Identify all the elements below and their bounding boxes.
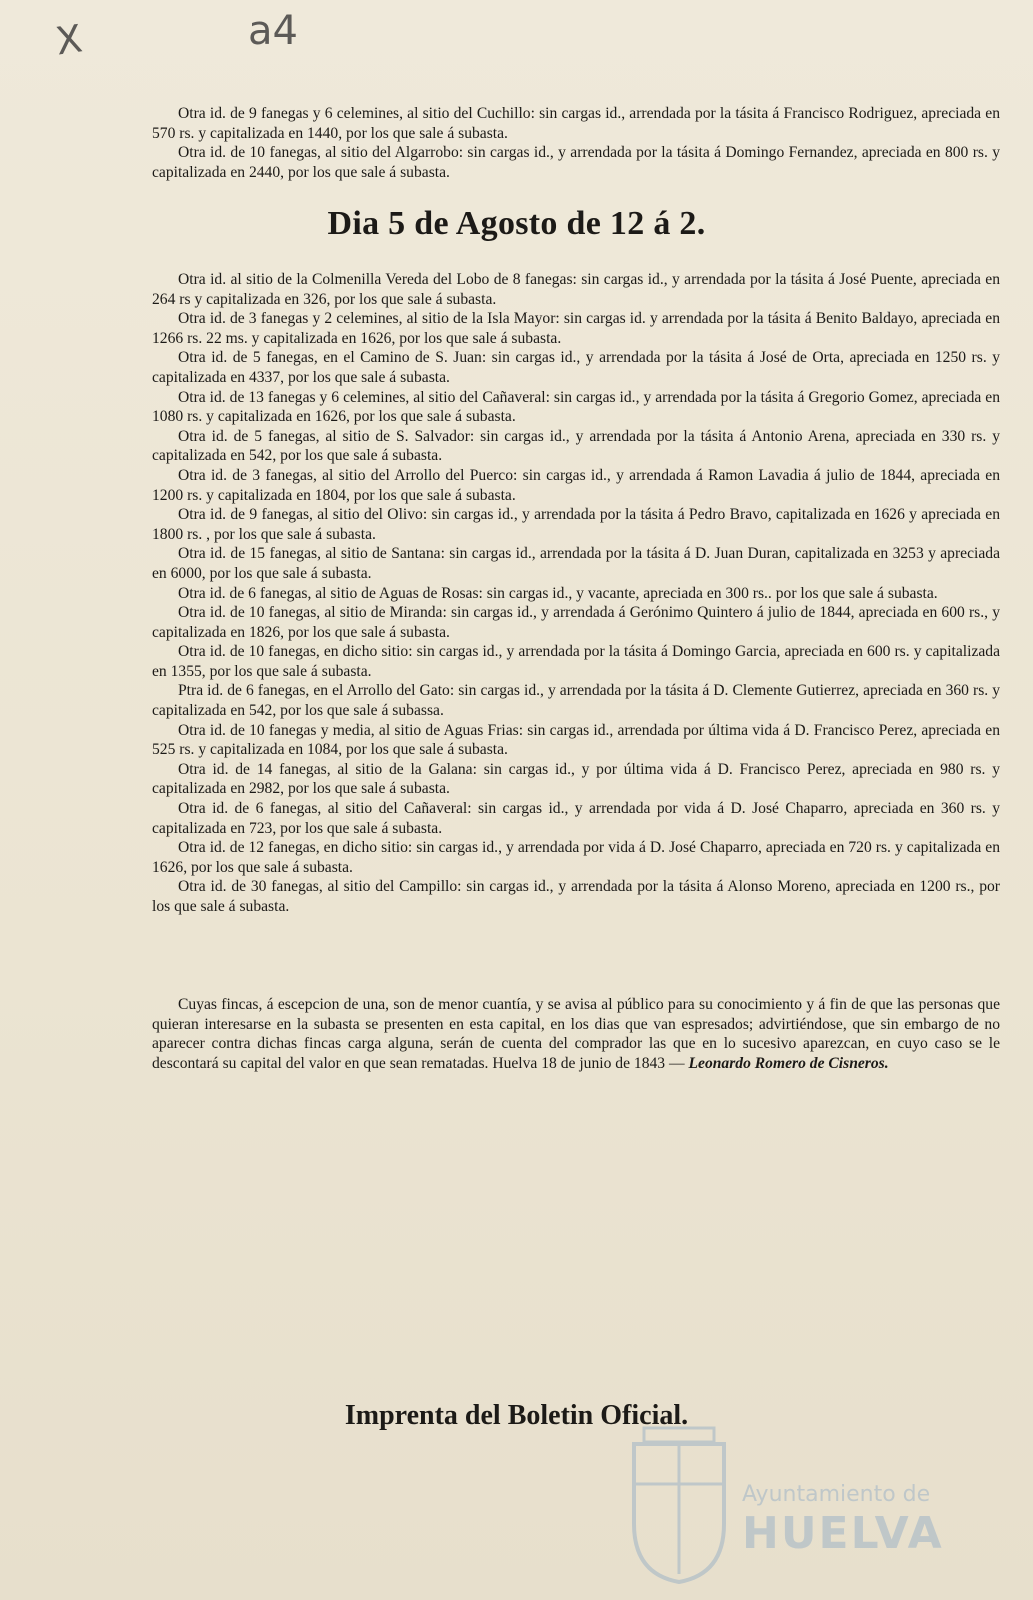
listing-paragraph: Otra id. de 12 fanegas, en dicho sitio: sin cargas id., y arrendada por vida á D. José Chaparro, apreciada en 720 rs. y capitalizada en 1626, por los que sale á subasta. xyxy=(152,839,1000,876)
handwritten-mark-x: X xyxy=(53,16,85,64)
listing-paragraph: Ptra id. de 6 fanegas, en el Arrollo del Gato: sin cargas id., y arrendada por la tásita á D. Clemente Gutierrez, apreciada en 360 rs. y capitalizada en 542, por los que sale á subassa. xyxy=(152,682,1000,720)
listing-paragraph: Otra id. al sitio de la Colmenilla Vereda del Lobo de 8 fanegas: sin cargas id., y arrendada por la tásita á José Puente, apreciada en 264 rs y capitalizada en 326, por los que sale á subasta. xyxy=(152,271,1000,308)
listing-paragraph: Otra id. de 10 fanegas, en dicho sitio: sin cargas id., y arrendada por la tásita á Domingo Garcia, apreciada en 600 rs. y capitalizada en 1355, por los que sale á subasta. xyxy=(152,643,1000,680)
listing-paragraph: Otra id. de 3 fanegas, al sitio del Arrollo del Puerco: sin cargas id., y arrendada á Ramon Lavadia á julio de 1844, apreciada en 1200 rs. y capitalizada en 1804, por los que sale á subasta. xyxy=(152,466,1000,504)
imprint-line: Imprenta del Boletin Oficial. xyxy=(344,1400,689,1431)
listing-paragraph: Otra id. de 13 fanegas y 6 celemines, al sitio del Cañaveral: sin cargas id., y arrendada por la tásita á Gregorio Gomez, apreciada en 1080 rs. y capitalizada en 1626, por los que sale á subasta. xyxy=(152,388,1000,426)
listing-paragraph: Otra id. de 5 fanegas, en el Camino de S. Juan: sin cargas id., y arrendada por la tásita á José de Orta, apreciada en 1250 rs. y capitalizada en 4337, por los que sale á subasta. xyxy=(152,349,1000,386)
closing-text: Cuyas fincas, á escepcion de una, son de menor cuantía, y se avisa al público para su conocimiento y á fin de que las personas que quieran interesarse en la subasta se presenten en esta capital, en los dias que van espresados; advirtiéndose, que sin embargo de no aparecer contra dichas fincas carga alguna, serán de cuenta del comprador las que en lo sucesivo aparezcan, en cuyo caso se le descontará su capital del valor en que sean rematadas. Huelva 18 de junio de 1843 — xyxy=(152,996,1000,1072)
listing-paragraph: Otra id. de 9 fanegas y 6 celemines, al sitio del Cuchillo: sin cargas id., arrendada por la tásita á Francisco Rodriguez, apreciada en 570 rs. y capitalizada en 1440, por los que sale á subasta. xyxy=(152,105,1000,142)
closing-notice xyxy=(152,995,1000,1073)
signature: Leonardo Romero de Cisneros. xyxy=(688,1054,889,1072)
watermark-text-line1: Ayuntamiento de xyxy=(742,1482,931,1507)
listing-paragraph: Otra id. de 6 fanegas, al sitio de Aguas de Rosas: sin cargas id., y vacante, apreciada en 300 rs.. por los que sale á subasta. xyxy=(178,584,938,602)
listing-paragraph: Otra id. de 15 fanegas, al sitio de Santana: sin cargas id., arrendada por la tásita á D. Juan Duran, capitalizada en 3253 y apreciada en 6000, por los que sale á subasta. xyxy=(152,545,1000,582)
crest-icon xyxy=(624,1424,734,1584)
handwritten-mark-a4: a4 xyxy=(248,8,298,54)
closing-paragraph xyxy=(152,995,1000,1073)
listing-block-2 xyxy=(152,270,1000,917)
listing-paragraph: Otra id. de 10 fanegas, al sitio de Miranda: sin cargas id., y arrendada á Gerónimo Quintero á julio de 1844, apreciada en 600 rs., y capitalizada en 1826, por los que sale á subasta. xyxy=(152,604,1000,641)
listing-paragraph: Otra id. de 6 fanegas, al sitio del Cañaveral: sin cargas id., y arrendada por vida á D. José Chaparro, apreciada en 360 rs. y capitalizada en 723, por los que sale á subasta. xyxy=(152,800,1000,837)
watermark-logo xyxy=(624,1424,954,1584)
listing-paragraph: Otra id. de 10 fanegas y media, al sitio de Aguas Frias: sin cargas id., arrendada por última vida á D. Francisco Perez, apreciada en 525 rs. y capitalizada en 1084, por los que sale á subasta. xyxy=(152,721,1000,759)
listing-paragraph: Otra id. de 14 fanegas, al sitio de la Galana: sin cargas id., y por última vida á D. Francisco Perez, apreciada en 980 rs. y capitalizada en 2982, por los que sale á subasta. xyxy=(152,760,1000,798)
listing-paragraph: Otra id. de 30 fanegas, al sitio del Campillo: sin cargas id., y arrendada por la tásita á Alonso Moreno, apreciada en 1200 rs., por los que sale á subasta. xyxy=(152,878,1000,915)
listing-paragraph: Otra id. de 3 fanegas y 2 celemines, al sitio de la Isla Mayor: sin cargas id. y arrendada por la tásita á Benito Baldayo, apreciada en 1266 rs. 22 ms. y capitalizada en 1626, por los que sale á subasta. xyxy=(152,310,1000,347)
listing-paragraph: Otra id. de 10 fanegas, al sitio del Algarrobo: sin cargas id., y arrendada por la tásita á Domingo Fernandez, apreciada en 800 rs. y capitalizada en 2440, por los que sale á subasta. xyxy=(152,144,1000,181)
listing-paragraph: Otra id. de 9 fanegas, al sitio del Olivo: sin cargas id., y arrendada por la tásita á Pedro Bravo, capitalizada en 1626 y apreciada en 1800 rs. , por los que sale á subasta. xyxy=(152,506,1000,543)
section-heading: Dia 5 de Agosto de 12 á 2. xyxy=(327,205,706,242)
listing-block-1 xyxy=(152,104,1000,182)
watermark-text-line2: HUELVA xyxy=(742,1508,944,1559)
listing-paragraph: Otra id. de 5 fanegas, al sitio de S. Salvador: sin cargas id., y arrendada por la tásita á Antonio Arena, apreciada en 330 rs. y capitalizada en 542, por los que sale á subasta. xyxy=(152,427,1000,465)
